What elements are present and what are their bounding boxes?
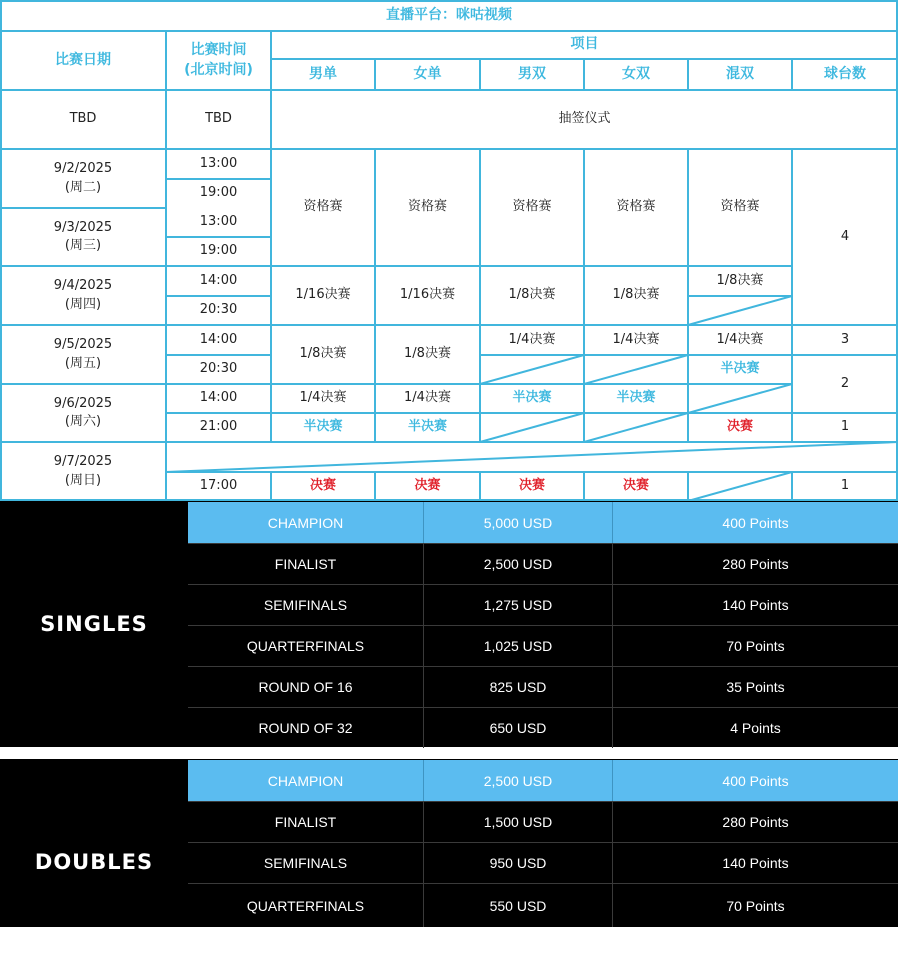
doubles-title: DOUBLES	[34, 849, 154, 874]
date-9-6: 9/6/2025 (周六)	[53, 395, 113, 429]
draw-ceremony: 抽签仪式	[558, 111, 611, 127]
date-9-3: 9/3/2025 (周三)	[53, 219, 113, 253]
time-cell: 19:00	[199, 185, 238, 201]
date-9-7: 9/7/2025 (周日)	[53, 454, 113, 488]
prize-amount: 1,275 USD	[424, 585, 613, 625]
wd-semifinal: 半决赛	[616, 390, 656, 406]
prize-amount: 550 USD	[424, 884, 613, 927]
date-9-5: 9/5/2025 (周五)	[53, 337, 113, 371]
round-label: SEMIFINALS	[188, 843, 424, 883]
table-count: 2	[840, 375, 850, 391]
prize-amount: 950 USD	[424, 843, 613, 883]
time-cell: 13:00	[199, 214, 238, 230]
table-count: 1	[840, 419, 850, 435]
md-quarterfinal: 1/4决赛	[508, 331, 556, 347]
round-label: QUARTERFINALS	[188, 884, 424, 927]
prize-row	[188, 625, 898, 666]
prize-row	[188, 707, 898, 748]
header-womens-singles: 女单	[413, 65, 442, 82]
round-label: SEMIFINALS	[188, 585, 424, 625]
tbd-date: TBD	[69, 111, 97, 127]
wd-round-16: 1/8决赛	[612, 287, 660, 303]
time-cell: 21:00	[199, 419, 238, 435]
prize-row	[188, 883, 898, 927]
xd-qualification: 资格赛	[720, 199, 760, 215]
ms-semifinal: 半决赛	[303, 419, 343, 435]
header-mens-doubles: 男双	[518, 65, 546, 82]
prize-amount: 650 USD	[424, 708, 613, 748]
prize-row	[188, 666, 898, 707]
singles-title: SINGLES	[40, 612, 148, 636]
round-label: ROUND OF 32	[188, 708, 424, 748]
ws-final: 决赛	[414, 478, 441, 494]
time-cell: 14:00	[199, 272, 238, 288]
ms-final: 决赛	[309, 478, 336, 494]
wd-final: 决赛	[622, 478, 649, 494]
date-9-4: 9/4/2025 (周四)	[53, 278, 113, 312]
round-label: QUARTERFINALS	[188, 626, 424, 666]
prize-row	[188, 801, 898, 842]
time-cell: 17:00	[199, 478, 238, 494]
ms-quarterfinal: 1/4决赛	[299, 390, 347, 406]
header-events: 项目	[570, 36, 599, 53]
time-cell: 20:30	[199, 302, 238, 318]
md-final: 决赛	[518, 478, 545, 494]
date-9-2: 9/2/2025 (周二)	[53, 161, 113, 195]
ranking-points: 280 Points	[722, 814, 789, 830]
ws-semifinal: 半决赛	[407, 419, 447, 435]
ranking-points: 400 Points	[722, 772, 789, 789]
xd-semifinal: 半决赛	[720, 361, 760, 377]
ranking-points: 280 Points	[722, 556, 789, 572]
ranking-points: 140 Points	[722, 597, 789, 613]
time-cell: 14:00	[199, 390, 238, 406]
wd-quarterfinal: 1/4决赛	[612, 331, 660, 347]
ms-round-16: 1/8决赛	[299, 346, 347, 362]
ranking-points: 4 Points	[730, 720, 781, 736]
ms-qualification: 资格赛	[303, 199, 343, 215]
xd-final: 决赛	[726, 419, 753, 435]
ms-round-32: 1/16决赛	[295, 287, 351, 303]
xd-quarterfinal: 1/4决赛	[716, 331, 764, 347]
ranking-points: 140 Points	[722, 855, 789, 871]
prize-row	[188, 760, 898, 801]
md-semifinal: 半决赛	[512, 390, 552, 406]
round-label: FINALIST	[188, 544, 424, 584]
singles-prize-panel	[0, 501, 898, 747]
doubles-prize-panel	[0, 759, 898, 927]
ranking-points: 70 Points	[726, 638, 785, 654]
header-mens-singles: 男单	[309, 65, 337, 82]
time-cell: 19:00	[199, 243, 238, 259]
xd-round-16: 1/8决赛	[716, 272, 764, 288]
time-cell: 13:00	[199, 155, 238, 171]
header-time: 比赛时间 (北京时间)	[184, 41, 253, 78]
ws-qualification: 资格赛	[407, 199, 447, 215]
round-label: CHAMPION	[188, 502, 424, 543]
prize-row	[188, 584, 898, 625]
prize-amount: 5,000 USD	[424, 502, 613, 543]
prize-row	[188, 842, 898, 883]
header-womens-doubles: 女双	[622, 65, 650, 82]
tbd-time: TBD	[205, 111, 232, 127]
platform-title: 直播平台：咪咕视频	[386, 6, 512, 23]
round-label: ROUND OF 16	[188, 667, 424, 707]
md-qualification: 资格赛	[512, 199, 552, 215]
ws-round-32: 1/16决赛	[399, 287, 456, 303]
ws-round-16: 1/8决赛	[404, 346, 451, 362]
prize-row	[188, 502, 898, 543]
prize-amount: 2,500 USD	[424, 760, 613, 801]
round-label: FINALIST	[188, 802, 424, 842]
prize-row	[188, 543, 898, 584]
table-count: 4	[840, 228, 850, 244]
prize-amount: 825 USD	[424, 667, 613, 707]
header-date: 比赛日期	[55, 51, 111, 68]
header-mixed-doubles: 混双	[726, 65, 754, 82]
table-count: 1	[840, 478, 850, 494]
wd-qualification: 资格赛	[616, 199, 656, 215]
ranking-points: 35 Points	[726, 679, 785, 695]
ranking-points: 70 Points	[726, 897, 785, 914]
prize-amount: 1,025 USD	[424, 626, 613, 666]
prize-amount: 1,500 USD	[424, 802, 613, 842]
ranking-points: 400 Points	[722, 514, 789, 531]
time-cell: 14:00	[199, 331, 238, 347]
time-cell: 20:30	[199, 361, 238, 377]
header-tables: 球台数	[824, 65, 866, 82]
prize-amount: 2,500 USD	[424, 544, 613, 584]
ws-quarterfinal: 1/4决赛	[404, 390, 451, 406]
round-label: CHAMPION	[188, 760, 424, 801]
table-count: 3	[840, 331, 850, 347]
md-round-16: 1/8决赛	[508, 287, 556, 303]
